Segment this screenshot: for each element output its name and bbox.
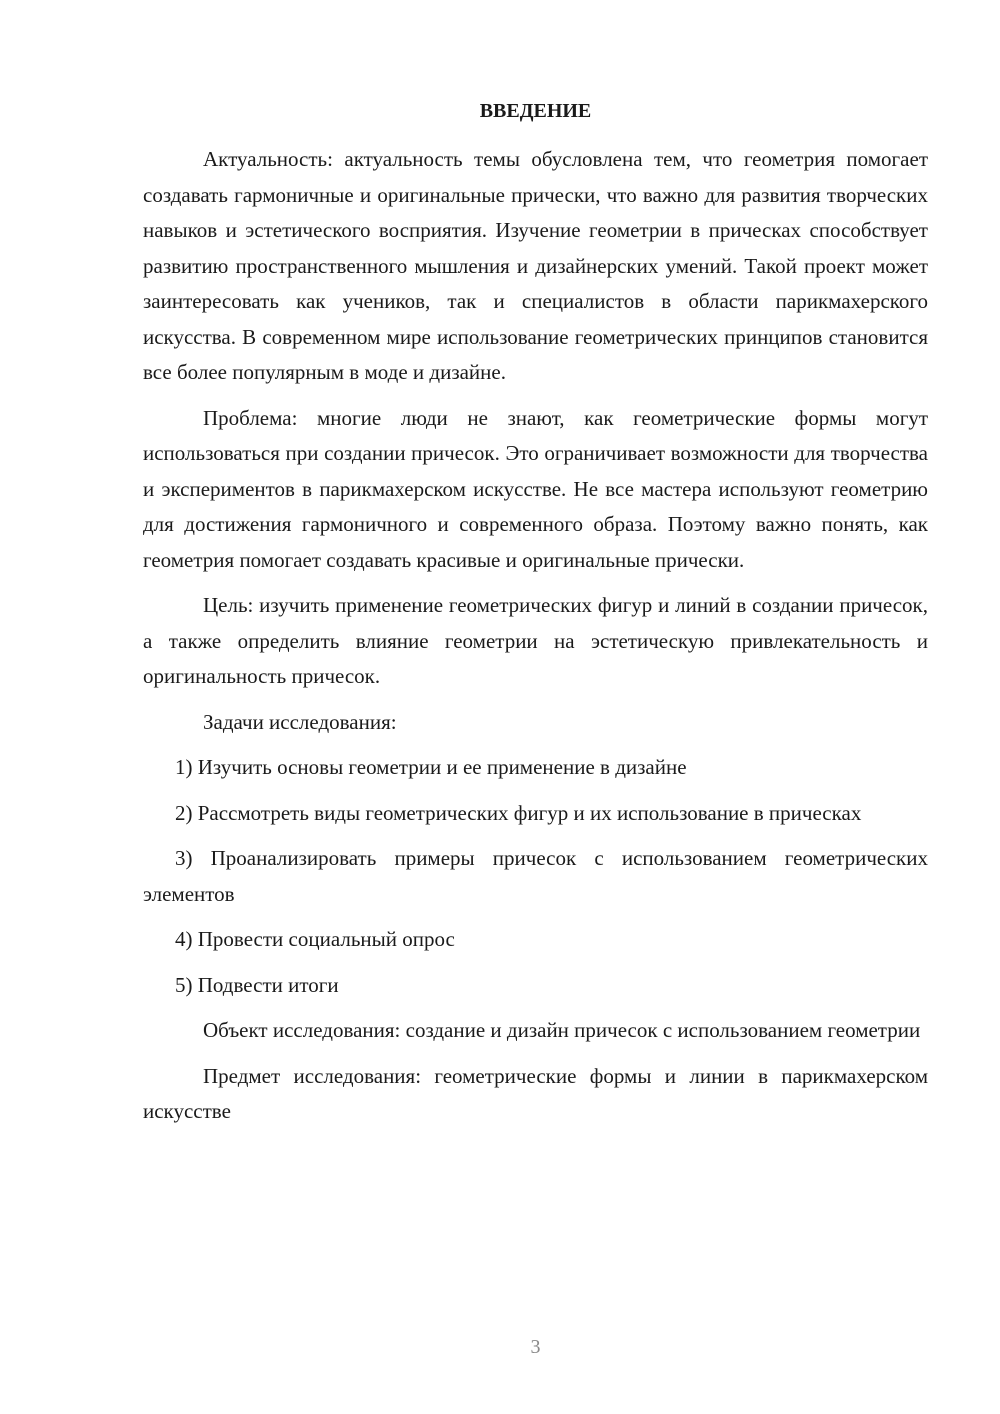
document-page <box>143 0 928 1414</box>
paragraph-problem: Проблема: многие люди не знают, как геометрические формы могут использоваться при создании причесок. Это ограничивает возможности для творчества и экспериментов в парикмахерском искусстве. Не все мастера используют геометрию для достижения гармоничного и современного образа. Поэтому важно понять, как геометрия помогает создавать красивые и оригинальные прически. <box>143 405 928 572</box>
paragraph-subject: Предмет исследования: геометрические формы и линии в парикмахерском искусстве <box>143 1063 928 1123</box>
paragraph-relevance: Актуальность: актуальность темы обусловлена тем, что геометрия помогает создавать гармоничные и оригинальные прически, что важно для развития творческих навыков и эстетического восприятия. Изучение геометрии в прическах способствует развитию пространственного мышления и дизайнерских умений. Такой проект может заинтересовать как учеников, так и специалистов в области парикмахерского искусства. В современном мире использование геометрических принципов становится все более популярным в моде и дизайне. <box>143 147 928 384</box>
document-body <box>143 142 928 1140</box>
task-item-1: 1) Изучить основы геометрии и ее применение в дизайне <box>175 755 687 779</box>
task-item-4: 4) Провести социальный опрос <box>175 927 455 951</box>
paragraph-goal: Цель: изучить применение геометрических фигур и линий в создании причесок, а также определить влияние геометрии на эстетическую привлекательность и оригинальность причесок. <box>143 593 928 688</box>
page-title: ВВЕДЕНИЕ <box>479 100 592 122</box>
task-item-2: 2) Рассмотреть виды геометрических фигур и их использование в прическах <box>175 800 862 825</box>
paragraph-object: Объект исследования: создание и дизайн причесок с использованием геометрии <box>203 1018 921 1042</box>
task-item-5: 5) Подвести итоги <box>175 972 339 997</box>
tasks-heading: Задачи исследования: <box>203 709 397 734</box>
task-item-3: 3) Проанализировать примеры причесок с использованием геометрических элементов <box>143 846 928 906</box>
page-number: 3 <box>530 1336 541 1358</box>
